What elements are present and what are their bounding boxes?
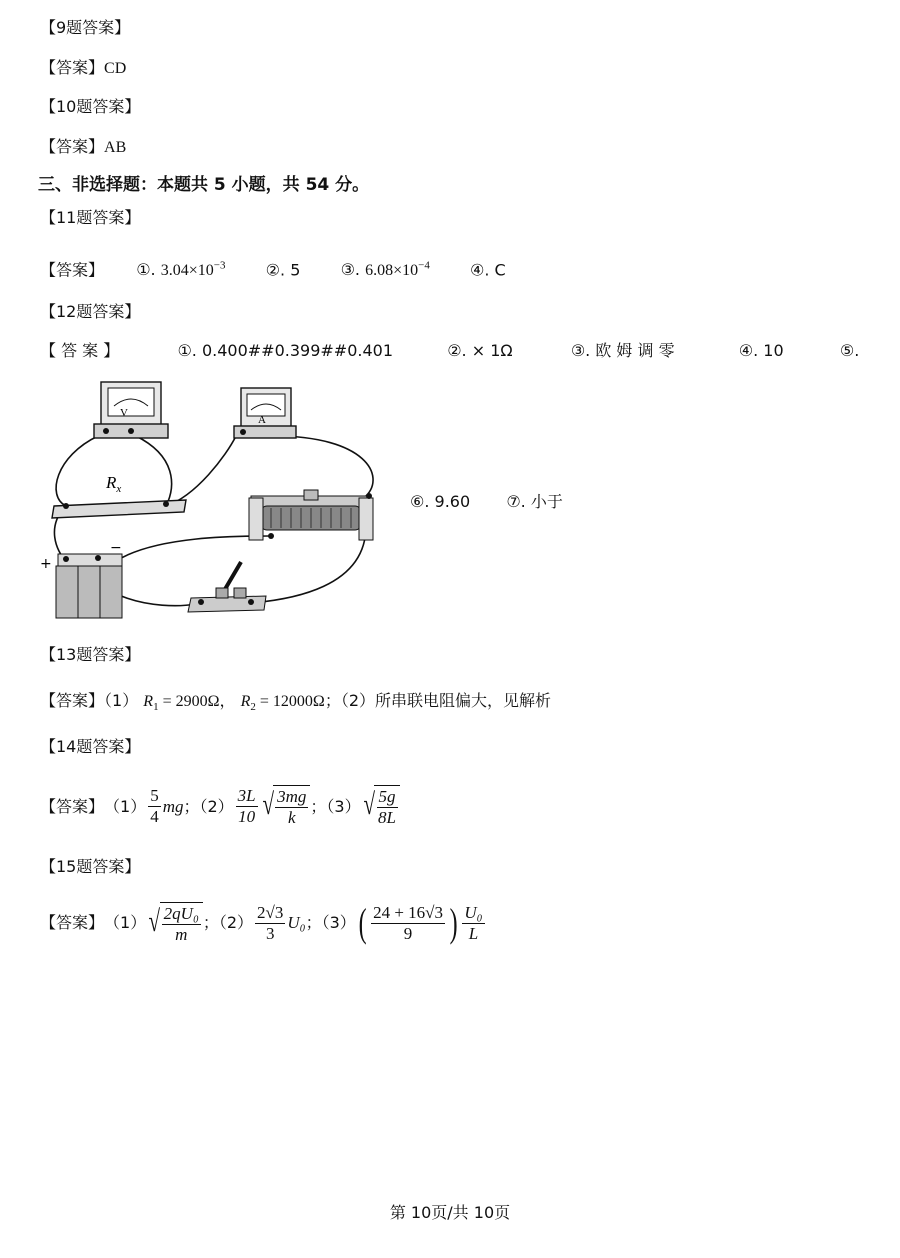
q11-answer-4: ④. C [470,260,506,280]
q12-answer-6: ⑥. 9.60 [410,492,471,511]
q11-answer-2: ②. 5 [265,260,301,280]
answer-label: 【答案】 [40,691,105,710]
battery-minus-sign: − [110,540,122,556]
answer-label: 【 答 案 】 [40,341,120,360]
q12-answer [40,341,859,361]
resistor-label: $R_x$ [106,473,122,495]
q12-answer-1: ①. 0.400##0.399##0.401 [177,341,394,360]
answer-label: 【答案】 [40,58,105,77]
q12-answer-3: ③. 欧 姆 调 零 [570,341,675,360]
section3-heading: 三、非选择题：本题共 5 小题，共 54 分。 [38,175,370,195]
q15-answer: 【答案】 （1） √ $\frac{\text{2qU₀}}{m}$ ；（2） $\frac{2√3}{3}$ U₀ ；（3） ( $\frac{24 + 16√3}{9}$ ) $\frac{\text{U₀}}{L}$ [40,900,483,945]
voltmeter [94,382,168,438]
q11-answer-3: ③. $6.08\times 10^{-4}$ [340,260,430,280]
q13-header: 【13题答案】 [40,645,141,664]
q12-answer-continued [410,492,563,512]
q14-answer: 【答案】 （1） $\frac{5}{4}$ mg ；（2） $\frac{3L}{10}$ √ $\frac{3mg}{k}$ ；（3） √ $\frac{5g}{8L}$ [40,785,400,828]
q12-header: 【12题答案】 [40,302,141,321]
q9-answer [40,58,126,79]
q9-header: 【9题答案】 [40,18,131,37]
voltmeter-label: V [120,407,128,419]
battery-plus-sign: + [40,556,52,572]
answer-value: AB [104,139,127,156]
q12-answer-7: ⑦. 小于 [506,492,563,511]
ammeter-label: A [258,414,266,426]
q13-answer: 【答案】（1） $R_1 = 2900\Omega$， $R_2 = 12000\Omega$；（2）所串联电阻偏大，见解析 [40,691,551,714]
rheostat [249,490,373,540]
q15-header: 【15题答案】 [40,857,141,876]
answer-label: 【答案】 [40,913,105,932]
q14-fraction-2: $\frac{3L}{10}$ [237,786,256,826]
battery [40,540,122,618]
q15-fraction-3: $\frac{24 + 16√3}{9}$ [373,902,444,943]
q14-sqrt-3: √ $\frac{5g}{8L}$ [361,785,400,828]
resistor-rx [52,473,186,518]
answer-label: 【答案】 [40,796,105,816]
q15-fraction-3-tail: $\frac{\text{U₀}}{L}$ [464,902,483,943]
q15-fraction-2: $\frac{2√3}{3}$ [257,902,284,943]
q10-header: 【10题答案】 [40,97,141,116]
knife-switch [188,562,266,612]
q11-answer [40,256,506,281]
q15-sqrt-1: √ $\frac{\text{2qU₀}}{m}$ [146,902,203,945]
q12-answer-4: ④. 10 [738,341,784,360]
q12-answer-2: ②. × 1Ω [447,341,513,360]
page-footer: 第 10页/共 10页 [389,1203,511,1222]
answer-label: 【答案】 [40,260,105,280]
answer-value: CD [104,60,127,77]
q14-fraction-1: $\frac{5}{4}$ [150,786,159,826]
ammeter [234,388,296,438]
q14-sqrt-2: √ $\frac{3mg}{k}$ [260,785,311,828]
q12-answer-5: ⑤. [839,341,860,360]
q11-answer-1: ①. $3.04\times 10^{-3}$ [136,260,226,280]
circuit-diagram [36,376,386,626]
q10-answer [40,137,126,158]
q11-header: 【11题答案】 [40,208,141,227]
q14-header: 【14题答案】 [40,737,141,756]
answer-label: 【答案】 [40,137,105,156]
